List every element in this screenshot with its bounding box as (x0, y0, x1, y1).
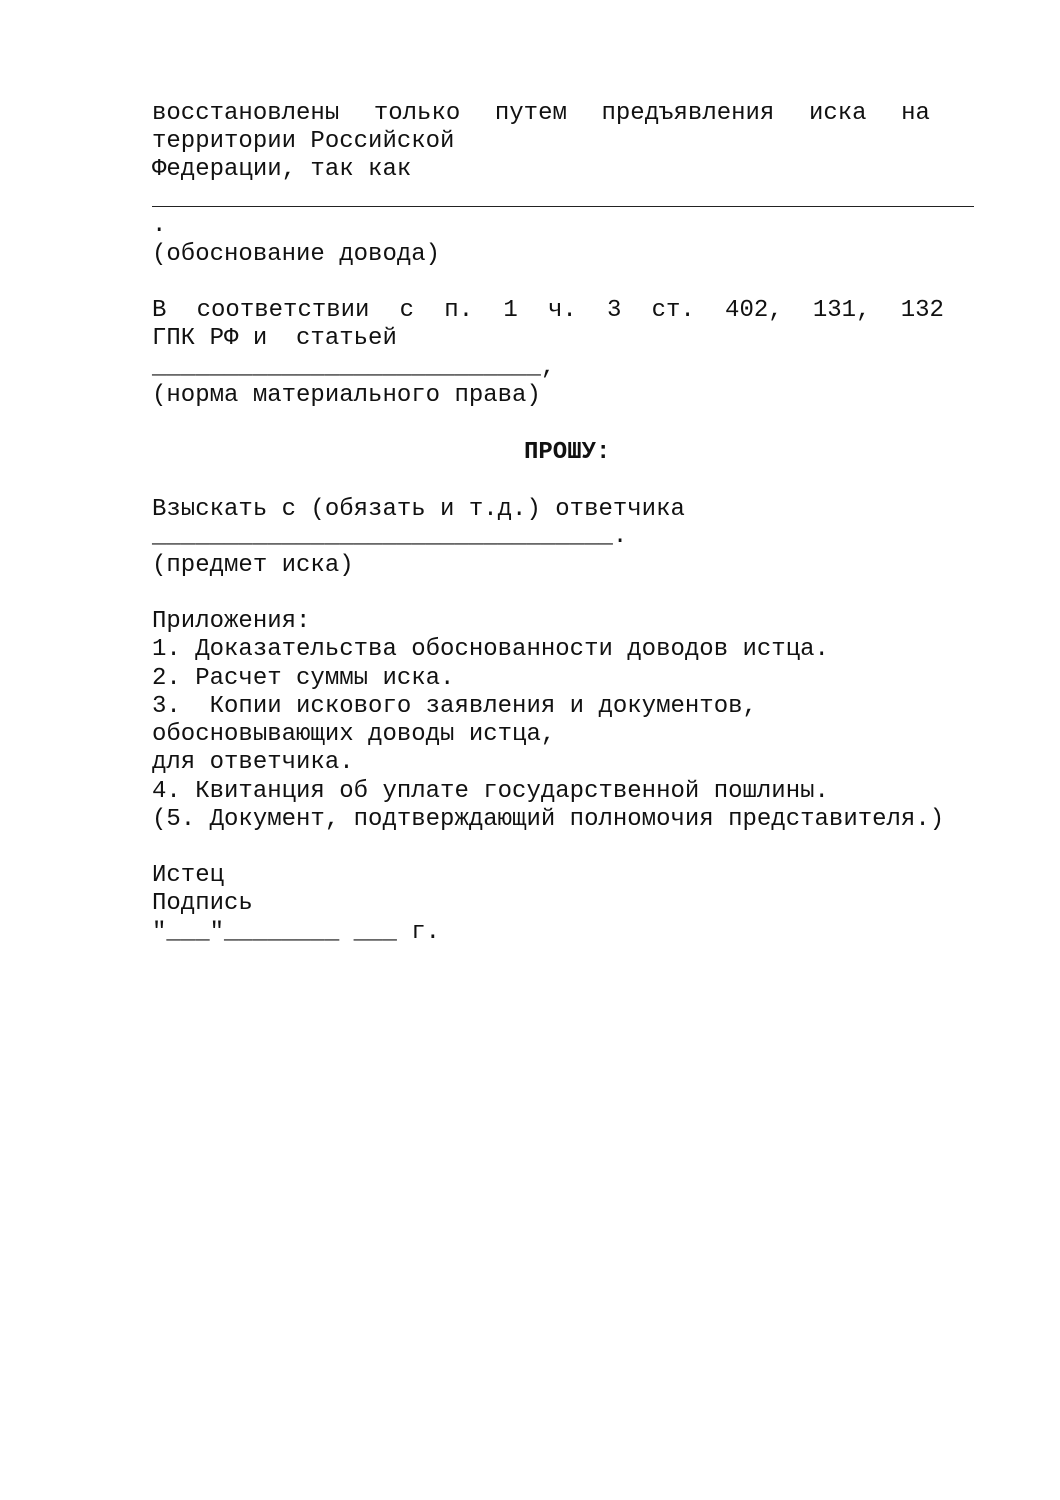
blank-claim-subject: ________________________________. (152, 523, 628, 550)
word: путем (494, 100, 567, 127)
attachment-item: обосновывающих доводы истца, (152, 721, 556, 748)
paragraph-2-line-2: ГПК РФ и статьей (152, 325, 397, 352)
word: иска (808, 100, 867, 127)
word: только (373, 100, 461, 127)
blank-underline (152, 206, 974, 207)
terminal-dot: . (152, 212, 167, 239)
word: на (901, 100, 930, 127)
word: восстановлены (152, 100, 340, 127)
attachments-title: Приложения: (152, 608, 311, 635)
hint-justification: (обоснование довода) (152, 241, 441, 268)
word: предъявления (601, 100, 775, 127)
attachment-item: 3. Копии искового заявления и документов, (152, 693, 757, 720)
request-line: Взыскать с (обязать и т.д.) ответчика (152, 496, 685, 523)
attachment-item: 2. Расчет суммы иска. (152, 665, 455, 692)
signature-date: "___"________ ___ г. (152, 919, 441, 946)
word: 3 (606, 297, 622, 324)
word: 402, (725, 297, 783, 324)
paragraph-1-line-1 (152, 100, 930, 128)
attachment-item: (5. Документ, подтверждающий полномочия представителя.) (152, 806, 945, 833)
word: 131, (812, 297, 871, 324)
signature-label: Подпись (152, 890, 253, 917)
hint-claim-subject: (предмет иска) (152, 552, 354, 579)
attachment-item: 1. Доказательства обоснованности доводов истца. (152, 636, 829, 663)
hint-law-norm: (норма материального права) (152, 382, 541, 409)
word: В (152, 297, 167, 324)
paragraph-1-line-3: Федерации, так как (152, 156, 412, 183)
signature-role: Истец (152, 862, 225, 889)
attachment-item: для ответчика. (152, 749, 354, 776)
word: ч. (547, 297, 577, 324)
word: ст. (651, 297, 695, 324)
blank-law-norm: ___________________________, (152, 354, 556, 381)
word: п. (444, 297, 474, 324)
paragraph-1-line-2: территории Российской (152, 128, 455, 155)
paragraph-2-line-1 (152, 297, 944, 325)
word: с (399, 297, 415, 324)
heading-request: ПРОШУ: (524, 439, 611, 466)
attachment-item: 4. Квитанция об уплате государственной пошлины. (152, 778, 829, 805)
word: 132 (900, 297, 944, 324)
word: 1 (503, 297, 518, 324)
word: соответствии (196, 297, 370, 324)
